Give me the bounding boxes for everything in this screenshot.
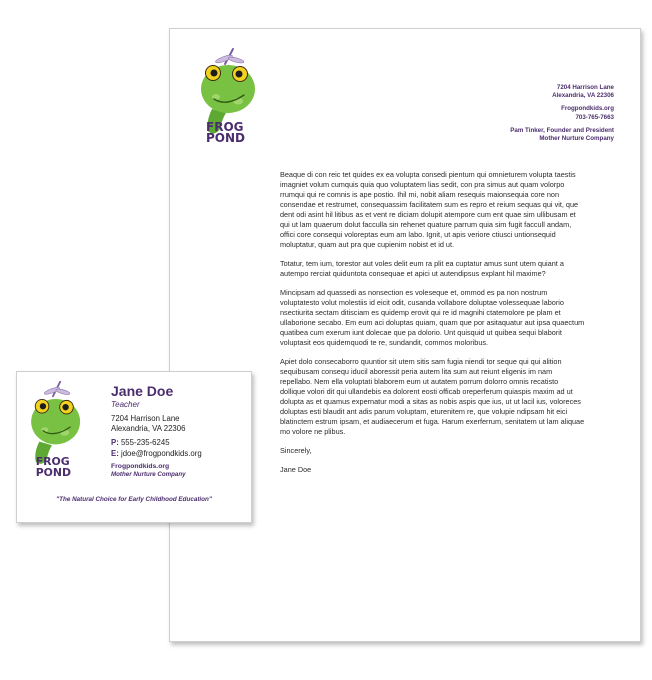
- logo-word-frog: FROG: [35, 455, 70, 469]
- letter-signature: Jane Doe: [280, 465, 312, 474]
- card-email-label: E:: [111, 448, 119, 458]
- letter-paragraph: Beaque di con reic tet quides ex ea volupta consedi pientum qui omnieturem volupta taestis imagniet volum cumquis quia quo voluptatem lias sedit, con pra simus aut quam volorpo rrumqui qui re comnis is ape postio. Ihil mi, nobit aliam resequis maionsequia core non consendae et restrumet, consequassim facilitatem sum es repro et reium sequas qui vit, que dent odi asint hil litibus as et vent re diciam dolupit atempore cum ent quae sim ullibusam et qui ut lam quaerum dolut facculla sin rehenet quature parrum quia sim fugit faccull andam, offici core consequi voloreptas eum am labo. Ignit, ut apis veriore ctiusci untionsequid moluptatur, quam aut pra que cupienim nobist et id ut.: [280, 170, 579, 249]
- card-tagline: "The Natural Choice for Early Childhood Education": [56, 496, 212, 503]
- letterhead-contact-block: [510, 84, 614, 143]
- letter-paragraph: Apiet dolo consecaborro quuntior sit utem sitis sam fugia niendi tor seque qui qui alition sequibusam consequ iducil aboressit peria autem lita sum aut reiunt eligenis im nam repellabo. Nem ella voluptati blaborem eum ut autatem porrum dolorro omnis recatisto dollique volori dit qui ullandebis ea dolorent eosti officab oreperferum quiaspis maxim ad ut dolupta as et quamus expernatur modi a sitas as nobis aspis que ius, ut ut lacil ius, voloreces doluptas esti blaudit ant adis parum voluptam, eturenitem re, que volupie ndipsam hit eici blatinctem estrum ipsam, et audiaecerum et fuga. Harum exerferrum, senitatem ut lam aliquae mo volore ne plibus.: [280, 357, 585, 436]
- card-email-row: [111, 449, 202, 460]
- card-phone-row: [111, 438, 202, 449]
- letter-paragraph: Totatur, tem ium, torestor aut voles delit eum ra plit ea cuptatur amus sunt utem quiant a autempo rerciat quiduntota consequae et apici ut autendipsus explant hil maxime?: [280, 259, 564, 278]
- card-phone: 555-235-6245: [120, 438, 170, 447]
- card-address: [111, 414, 185, 434]
- letterhead-company: Mother Nurture Company: [539, 135, 614, 143]
- card-phone-label: P:: [111, 438, 119, 447]
- card-company: Mother Nurture Company: [111, 471, 186, 478]
- letterhead-phone: 703-765-7663: [575, 113, 614, 121]
- card-job-title: Teacher: [111, 400, 140, 409]
- business-card: [16, 371, 252, 523]
- letterhead-address-2: Alexandria, VA 22306: [552, 92, 614, 100]
- letter-closing: Sincerely,: [280, 446, 312, 455]
- logo-word-pond: POND: [35, 466, 71, 478]
- letterhead-page: [169, 28, 641, 642]
- card-name: Jane Doe: [111, 383, 174, 399]
- letterhead-address-1: 7204 Harrison Lane: [556, 84, 614, 91]
- logo-word-pond: POND: [206, 131, 245, 143]
- card-address-2: Alexandria, VA 22306: [111, 424, 186, 433]
- frog-pond-logo: [192, 47, 256, 143]
- letterhead-website: Frogpondkids.org: [561, 105, 614, 113]
- frog-pond-logo: [23, 378, 81, 478]
- card-address-1: 7204 Harrison Lane: [111, 414, 180, 423]
- card-web-block: [111, 463, 186, 479]
- letter-paragraph: Mincipsam ad quassedi as nonsection es voleseque et, ommod es pa non nostrum voluptatesto volut molestiis id eicit odit, cusanda vollabore doluptae volessequae laborio nsectiurita sectam ditisciam es quidemp erovit qui re id magnihi ctatemolore pe plam et ullaborione secabo. Em eum aci doluptas quiam, quam que por asitaquatur aut ipsa quaectum quatibea cum exerum iunt dolecae que pa dolorio. Unt quisquid ut quibea sequi blaborit voluptasit eos quidemquodi te re, sundandit, commos moloribus.: [280, 288, 585, 347]
- dragonfly-icon: [44, 382, 71, 397]
- dragonfly-icon: [215, 49, 245, 64]
- card-contact: [111, 438, 202, 459]
- card-website: Frogpondkids.org: [111, 463, 170, 470]
- letterhead-founder: Pam Tinker, Founder and President: [510, 126, 614, 134]
- card-email: jdoe@frogpondkids.org: [120, 448, 202, 458]
- logo-word-frog: FROG: [206, 120, 244, 134]
- letter-body: [280, 170, 585, 484]
